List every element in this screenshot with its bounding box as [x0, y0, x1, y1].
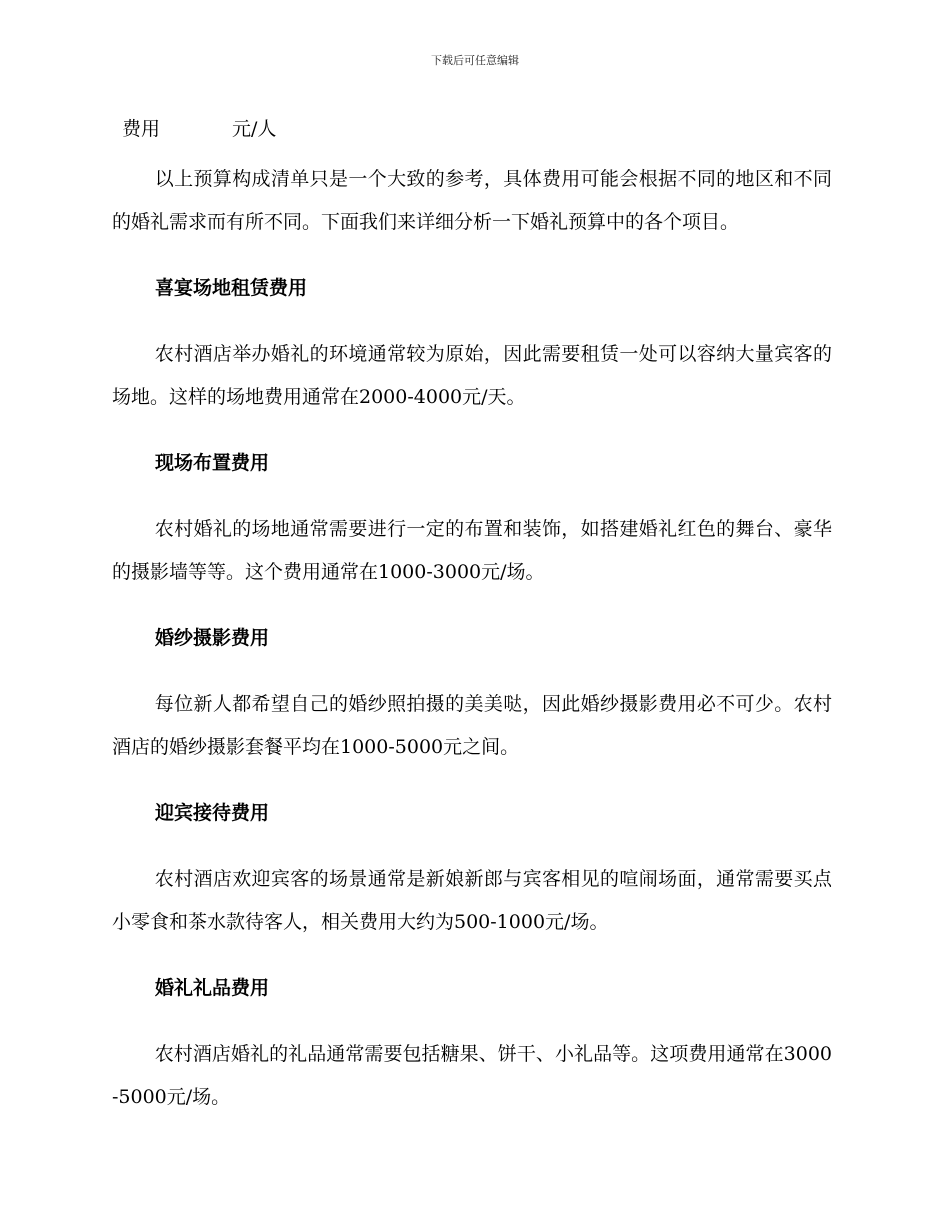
intro-paragraph: 以上预算构成清单只是一个大致的参考，具体费用可能会根据不同的地区和不同的婚礼需求而有所不同。下面我们来详细分析一下婚礼预算中的各个项目。: [112, 168, 832, 233]
fee-line: [122, 115, 276, 143]
page-header: 下载后可任意编辑: [431, 54, 519, 67]
section-body-decoration: 农村婚礼的场地通常需要进行一定的布置和装饰，如搭建婚礼红色的舞台、豪华的摄影墙等等。这个费用通常在1000-3000元/场。: [112, 518, 832, 583]
section-body-venue: 农村酒店举办婚礼的环境通常较为原始，因此需要租赁一处可以容纳大量宾客的场地。这样的场地费用通常在2000-4000元/天。: [112, 343, 832, 408]
document-body: [112, 158, 832, 1119]
section-heading-decoration: 现场布置费用: [155, 452, 270, 474]
section-heading-reception: 迎宾接待费用: [155, 802, 270, 824]
section-body-reception: 农村酒店欢迎宾客的场景通常是新娘新郎与宾客相见的喧闹场面，通常需要买点小零食和茶水款待客人，相关费用大约为500-1000元/场。: [112, 868, 832, 933]
fee-label: 费用: [122, 118, 161, 140]
section-body-photography: 每位新人都希望自己的婚纱照拍摄的美美哒，因此婚纱摄影费用必不可少。农村酒店的婚纱摄影套餐平均在1000-5000元之间。: [112, 693, 832, 758]
section-heading-gifts: 婚礼礼品费用: [155, 977, 270, 999]
fee-unit: 元/人: [232, 118, 277, 140]
section-heading-venue: 喜宴场地租赁费用: [155, 277, 308, 299]
section-heading-photography: 婚纱摄影费用: [155, 627, 270, 649]
section-body-gifts: 农村酒店婚礼的礼品通常需要包括糖果、饼干、小礼品等。这项费用通常在3000-5000元/场。: [112, 1043, 832, 1108]
